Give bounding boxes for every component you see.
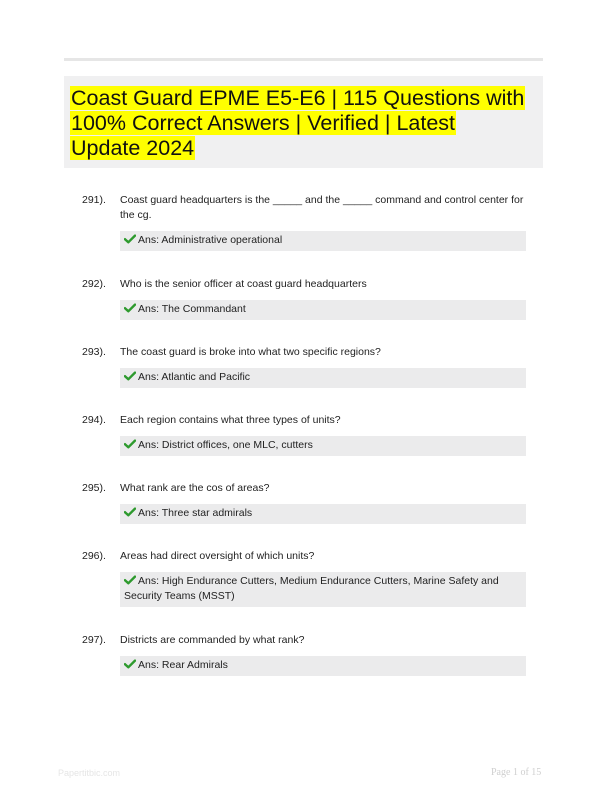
check-icon	[124, 234, 136, 244]
answer-text: Ans: Administrative operational	[138, 234, 283, 246]
answer-box	[120, 436, 526, 456]
question-row	[82, 193, 536, 223]
answer-box	[120, 572, 526, 607]
page-title	[70, 86, 530, 161]
answer-box	[120, 504, 526, 524]
question-text: Each region contains what three types of units?	[120, 414, 341, 426]
question-item	[82, 549, 536, 607]
question-text: Districts are commanded by what rank?	[120, 634, 305, 646]
answer-text: Ans: The Commandant	[138, 303, 246, 315]
answer-text: Ans: Atlantic and Pacific	[138, 371, 251, 383]
check-icon	[124, 371, 136, 381]
question-number: 295).	[82, 482, 106, 494]
question-row	[82, 549, 536, 564]
answer-text: Ans: Three star admirals	[138, 507, 253, 519]
question-row	[82, 277, 536, 292]
page-number: Page 1 of 15	[491, 767, 542, 778]
answer-text: Ans: District offices, one MLC, cutters	[138, 439, 313, 451]
question-text: Areas had direct oversight of which units?	[120, 550, 315, 562]
question-number: 297).	[82, 634, 106, 646]
watermark: Papertitbic.com	[58, 768, 121, 778]
question-number: 293).	[82, 346, 106, 358]
question-row	[82, 481, 536, 496]
question-row	[82, 633, 536, 648]
title-banner	[64, 76, 543, 168]
check-icon	[124, 575, 136, 585]
answer-text: Ans: Rear Admirals	[138, 659, 228, 671]
answer-box	[120, 656, 526, 676]
question-text: Who is the senior officer at coast guard headquarters	[120, 278, 367, 290]
question-number: 296).	[82, 550, 106, 562]
question-text: The coast guard is broke into what two specific regions?	[120, 346, 381, 358]
question-text: What rank are the cos of areas?	[120, 482, 270, 494]
check-icon	[124, 659, 136, 669]
check-icon	[124, 507, 136, 517]
question-item	[82, 413, 536, 456]
question-number: 292).	[82, 278, 106, 290]
check-icon	[124, 303, 136, 313]
page-title-text: Coast Guard EPME E5-E6 | 115 Questions with 100% Correct Answers | Verified | Latest Update 2024	[71, 86, 525, 160]
question-item	[82, 345, 536, 388]
answer-box	[120, 368, 526, 388]
question-number: 291).	[82, 194, 106, 206]
question-item	[82, 481, 536, 524]
question-row	[82, 413, 536, 428]
question-item	[82, 193, 536, 251]
top-divider	[64, 58, 543, 61]
answer-box	[120, 231, 526, 251]
question-item	[82, 277, 536, 320]
question-row	[82, 345, 536, 360]
answer-text: Ans: High Endurance Cutters, Medium Endurance Cutters, Marine Safety and Security Teams (MSST)	[124, 575, 499, 602]
check-icon	[124, 439, 136, 449]
question-text: Coast guard headquarters is the _____ and the _____ command and control center for the cg.	[120, 194, 524, 221]
answer-box	[120, 300, 526, 320]
question-number: 294).	[82, 414, 106, 426]
question-item	[82, 633, 536, 676]
